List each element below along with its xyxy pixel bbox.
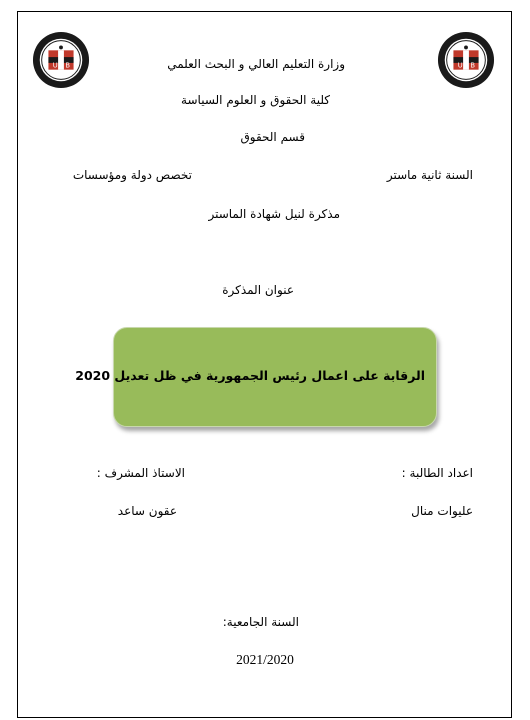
thesis-title: الرقابة على اعمال رئيس الجمهورية في ظل تعديل 2020 xyxy=(75,368,425,383)
student-label: اعداد الطالبة : xyxy=(401,466,473,480)
svg-text:B: B xyxy=(65,61,70,70)
academic-year-value: 2021/2020 xyxy=(236,652,294,667)
thesis-purpose: مذكرة لنيل شهادة الماستر xyxy=(208,207,340,221)
supervisor-name: عقون ساعد xyxy=(117,504,177,518)
program-specialization: تخصص دولة ومؤسسات xyxy=(72,168,192,182)
university-seal-icon xyxy=(32,31,90,89)
thesis-title-label: عنوان المذكرة xyxy=(222,283,294,297)
student-name: عليوات منال xyxy=(411,504,473,518)
supervisor-label: الاستاذ المشرف : xyxy=(96,466,185,480)
svg-text:U: U xyxy=(52,61,58,70)
svg-text:U: U xyxy=(457,61,463,70)
program-year: السنة ثانية ماستر xyxy=(386,168,473,182)
department-name: قسم الحقوق xyxy=(240,130,305,144)
svg-text:B: B xyxy=(470,61,475,70)
academic-year-label: السنة الجامعية: xyxy=(222,615,299,629)
faculty-name: كلية الحقوق و العلوم السياسة xyxy=(181,93,330,107)
ministry-name: وزارة التعليم العالي و البحث العلمي xyxy=(167,57,345,71)
university-seal-icon xyxy=(437,31,495,89)
